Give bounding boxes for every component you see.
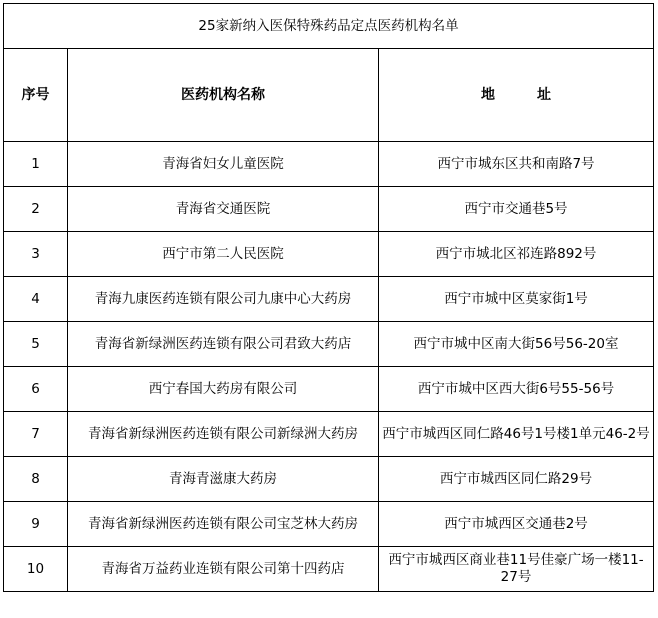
cell-address: 西宁市城东区共和南路7号: [379, 142, 654, 187]
cell-index: 5: [4, 322, 68, 367]
table-row: [4, 277, 654, 322]
table-title-row: [4, 4, 654, 49]
cell-name: 青海省万益药业连锁有限公司第十四药店: [68, 547, 379, 592]
cell-index: 1: [4, 142, 68, 187]
cell-index: 8: [4, 457, 68, 502]
cell-name: 青海省新绿洲医药连锁有限公司宝芝林大药房: [68, 502, 379, 547]
header-address: [379, 49, 654, 142]
cell-name: 青海省新绿洲医药连锁有限公司君致大药店: [68, 322, 379, 367]
cell-name: 青海省妇女儿童医院: [68, 142, 379, 187]
table-header-row: [4, 49, 654, 142]
table-row: [4, 412, 654, 457]
cell-index: 7: [4, 412, 68, 457]
cell-index: 2: [4, 187, 68, 232]
table-row: [4, 547, 654, 592]
table-row: [4, 187, 654, 232]
table-row: [4, 457, 654, 502]
cell-name: 青海省交通医院: [68, 187, 379, 232]
pharmacy-list-table: [3, 3, 654, 592]
cell-address: 西宁市城西区交通巷2号: [379, 502, 654, 547]
header-index: 序号: [4, 49, 68, 142]
header-address-char-2: 址: [537, 86, 551, 103]
cell-name: 西宁市第二人民医院: [68, 232, 379, 277]
cell-address: 西宁市城西区同仁路46号1号楼1单元46-2号: [379, 412, 654, 457]
table-row: [4, 322, 654, 367]
cell-name: 青海青滋康大药房: [68, 457, 379, 502]
table-row: [4, 232, 654, 277]
table-title: 25家新纳入医保特殊药品定点医药机构名单: [4, 4, 654, 49]
table-row: [4, 142, 654, 187]
cell-index: 4: [4, 277, 68, 322]
cell-name: 青海省新绿洲医药连锁有限公司新绿洲大药房: [68, 412, 379, 457]
cell-address: 西宁市交通巷5号: [379, 187, 654, 232]
table-row: [4, 367, 654, 412]
cell-name: 青海九康医药连锁有限公司九康中心大药房: [68, 277, 379, 322]
cell-index: 6: [4, 367, 68, 412]
cell-address: 西宁市城中区西大街6号55-56号: [379, 367, 654, 412]
cell-address: 西宁市城北区祁连路892号: [379, 232, 654, 277]
header-address-char-1: 地: [481, 86, 495, 103]
cell-name: 西宁春国大药房有限公司: [68, 367, 379, 412]
cell-index: 3: [4, 232, 68, 277]
cell-address: 西宁市城中区莫家街1号: [379, 277, 654, 322]
cell-address: 西宁市城西区商业巷11号佳豪广场一楼11-27号: [379, 547, 654, 592]
cell-address: 西宁市城中区南大街56号56-20室: [379, 322, 654, 367]
header-name: 医药机构名称: [68, 49, 379, 142]
cell-index: 9: [4, 502, 68, 547]
cell-index: 10: [4, 547, 68, 592]
table-row: [4, 502, 654, 547]
cell-address: 西宁市城西区同仁路29号: [379, 457, 654, 502]
